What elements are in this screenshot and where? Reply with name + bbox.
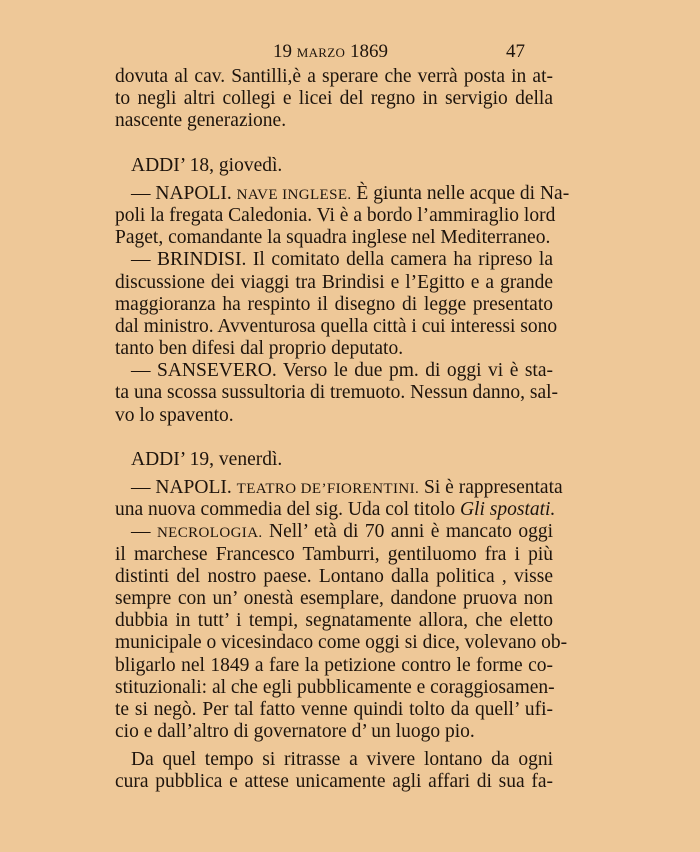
entry-subject: NAVE INGLESE. <box>236 186 352 203</box>
text-line: to negli altri collegi e licei del regno in servigio della <box>115 88 553 110</box>
header-month: MARZO <box>296 45 346 60</box>
entry-text: Si è rappresentata <box>424 477 563 498</box>
running-header <box>115 40 525 64</box>
entry-necrologia-19 <box>115 521 568 743</box>
text-line: — SANSEVERO. Verso le due pm. di oggi vi è sta- <box>131 360 553 382</box>
continuation-paragraph <box>115 749 553 793</box>
header-date <box>273 40 388 65</box>
entry-subject: NECROLOGIA. <box>156 525 263 542</box>
text-line: nascente generazione. <box>115 110 287 132</box>
entry-text: una nuova commedia del sig. Uda col titolo <box>115 499 456 521</box>
page-body <box>115 66 570 794</box>
text-line: — BRINDISI. Il comitato della camera ha ripreso la <box>131 249 553 271</box>
entry-text: È giunta nelle acque di Na- <box>356 182 570 204</box>
text-line: dovuta al cav. Santilli,è a sperare che verrà posta in at- <box>115 66 553 87</box>
header-year: 1869 <box>349 41 388 62</box>
day-heading-19: ADDI’ 19, venerdì. <box>131 448 283 470</box>
text-line: bligarlo nel 1849 a fare la petizione contro le forme co- <box>115 654 553 676</box>
text-line <box>115 182 570 205</box>
text-line <box>115 477 563 499</box>
entry-brindisi-18 <box>115 249 558 360</box>
text-line: Paget, comandante la squadra inglese nel Mediterraneo. <box>115 227 551 249</box>
entry-place: — NAPOLI. <box>131 182 232 204</box>
text-line: poli la fregata Caledonia. Vi è a bordo l’ammiraglio lord <box>115 204 556 226</box>
text-line: Da quel tempo si ritrasse a vivere lontano da ogni <box>131 749 553 771</box>
entry-text: Nell’ età di 70 anni è mancato oggi <box>269 521 554 543</box>
text-line: ta una scossa sussultoria di tremuoto. Nessun danno, sal- <box>115 382 559 404</box>
text-line: maggioranza ha respinto il disegno di legge presentato <box>115 293 553 315</box>
text-line: sempre con un’ onestà esemplare, dandone pruova non <box>115 587 553 609</box>
entry-place: — NAPOLI. <box>131 477 232 498</box>
entry-dash: — <box>131 521 151 543</box>
entry-napoli-19 <box>115 477 563 521</box>
header-day: 19 <box>273 41 292 62</box>
text-line: municipale o vicesindaco come oggi si dice, volevano ob- <box>115 632 568 654</box>
text-line: te si negò. Per tal fatto venne quindi tolto da quell’ ufi- <box>115 698 553 720</box>
text-line: cura pubblica e attese unicamente agli affari di sua fa- <box>115 771 553 793</box>
text-line: dubbia in tutt’ i tempi, segnatamente allora, che eletto <box>115 610 553 632</box>
text-line: tanto ben difesi dal proprio deputato. <box>115 338 404 360</box>
play-title: Gli spostati. <box>459 499 556 521</box>
text-line <box>115 521 553 543</box>
text-line: distinti del nostro paese. Lontano dalla politica , visse <box>115 565 553 587</box>
text-line: cio e dall’altro di governatore d’ un luogo pio. <box>115 721 475 743</box>
text-line: discussione dei viaggi tra Brindisi e l’Egitto e a grande <box>115 271 553 293</box>
entry-subject: TEATRO DE’FIORENTINI. <box>236 481 420 497</box>
text-line: dal ministro. Avventurosa quella città i cui interessi sono <box>115 315 558 337</box>
text-line: vo lo spavento. <box>115 404 234 426</box>
entry-napoli-18 <box>115 182 570 250</box>
page-number: 47 <box>506 41 525 62</box>
text-line: il marchese Francesco Tamburri, gentiluomo fra i più <box>115 543 553 565</box>
text-line: stituzionali: al che egli pubblicamente e coraggiosamen- <box>115 676 555 698</box>
text-line <box>115 499 556 521</box>
intro-paragraph <box>115 66 553 133</box>
entry-sansevero-18 <box>115 360 559 427</box>
day-heading-18: ADDI’ 18, giovedì. <box>131 154 283 176</box>
